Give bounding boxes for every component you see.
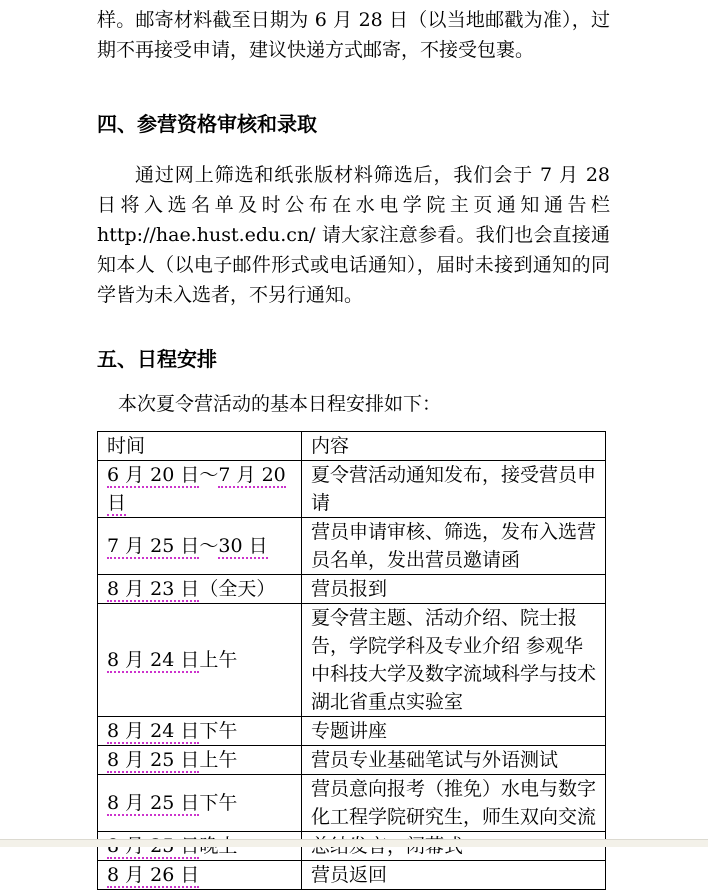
page-edge — [0, 839, 708, 847]
schedule-intro: 本次夏令营活动的基本日程安排如下： — [118, 393, 442, 415]
paragraph-mailing-deadline: 样。邮寄材料截至日期为 6 月 28 日（以当地邮戳为准），过期不再接受申请，建议快递方式邮寄，不接受包裹。 — [97, 9, 610, 61]
content-cell: 营员返回 — [302, 861, 606, 890]
table-row — [98, 717, 606, 746]
content-cell: 营员申请审核、筛选，发布入选营员名单，发出营员邀请函 — [302, 518, 606, 575]
table-row — [98, 604, 606, 717]
date-text: 8 月 24 日 — [107, 649, 200, 671]
section-heading-qualification: 四、参营资格审核和录取 — [97, 112, 317, 136]
time-cell — [98, 575, 302, 604]
time-suffix: 上午 — [199, 749, 238, 771]
schedule-table — [97, 431, 606, 890]
table-row — [98, 575, 606, 604]
date-text: 7 月 20 日 — [107, 464, 286, 514]
date-text: 6 月 20 日 — [107, 464, 200, 486]
date-text: 8 月 23 日 — [107, 578, 200, 600]
table-row — [98, 746, 606, 775]
date-text: 7 月 25 日 — [107, 535, 200, 557]
table-row — [98, 775, 606, 832]
table-header-row — [98, 432, 606, 461]
paragraph-qualification-review: 通过网上筛选和纸张版材料筛选后，我们会于 7 月 28 日将入选名单及时公布在水电学院主页通知通告栏 http://hae.hust.edu.cn/ 请大家注意参看。我们也会直接通知本人（以电子邮件形式或电话通知），届时未接到通知的同学皆为未入选者，不另行通知。 — [97, 164, 610, 306]
table-row — [98, 461, 606, 518]
time-cell — [98, 775, 302, 832]
table-header-time: 时间 — [98, 432, 302, 461]
content-cell: 营员意向报考（推免）水电与数字化工程学院研究生，师生双向交流 — [302, 775, 606, 832]
date-text: 8 月 25 日 — [107, 792, 200, 814]
time-cell — [98, 604, 302, 717]
time-suffix: 上午 — [199, 649, 238, 671]
time-suffix: （全天） — [199, 578, 276, 600]
content-cell: 夏令营活动通知发布，接受营员申请 — [302, 461, 606, 518]
time-suffix: ～ — [199, 535, 219, 557]
table-row — [98, 518, 606, 575]
time-suffix: 下午 — [199, 792, 238, 814]
time-cell — [98, 461, 302, 518]
content-cell: 专题讲座 — [302, 717, 606, 746]
time-cell — [98, 746, 302, 775]
date-text: 8 月 24 日 — [107, 720, 200, 742]
content-cell: 营员专业基础笔试与外语测试 — [302, 746, 606, 775]
time-suffix: 下午 — [199, 720, 238, 742]
table-header-content: 内容 — [302, 432, 606, 461]
table-row — [98, 861, 606, 890]
date-text: 8 月 25 日 — [107, 749, 200, 771]
time-cell — [98, 717, 302, 746]
section-heading-schedule: 五、日程安排 — [97, 347, 217, 371]
time-cell — [98, 861, 302, 890]
date-text: 8 月 26 日 — [107, 864, 200, 886]
content-cell: 夏令营主题、活动介绍、院士报告，学院学科及专业介绍 参观华中科技大学及数字流域科学与技术湖北省重点实验室 — [302, 604, 606, 717]
content-cell: 营员报到 — [302, 575, 606, 604]
time-cell — [98, 518, 302, 575]
time-suffix: ～ — [199, 464, 219, 486]
date-text: 30 日 — [218, 535, 268, 557]
schedule-table-body — [98, 461, 606, 890]
